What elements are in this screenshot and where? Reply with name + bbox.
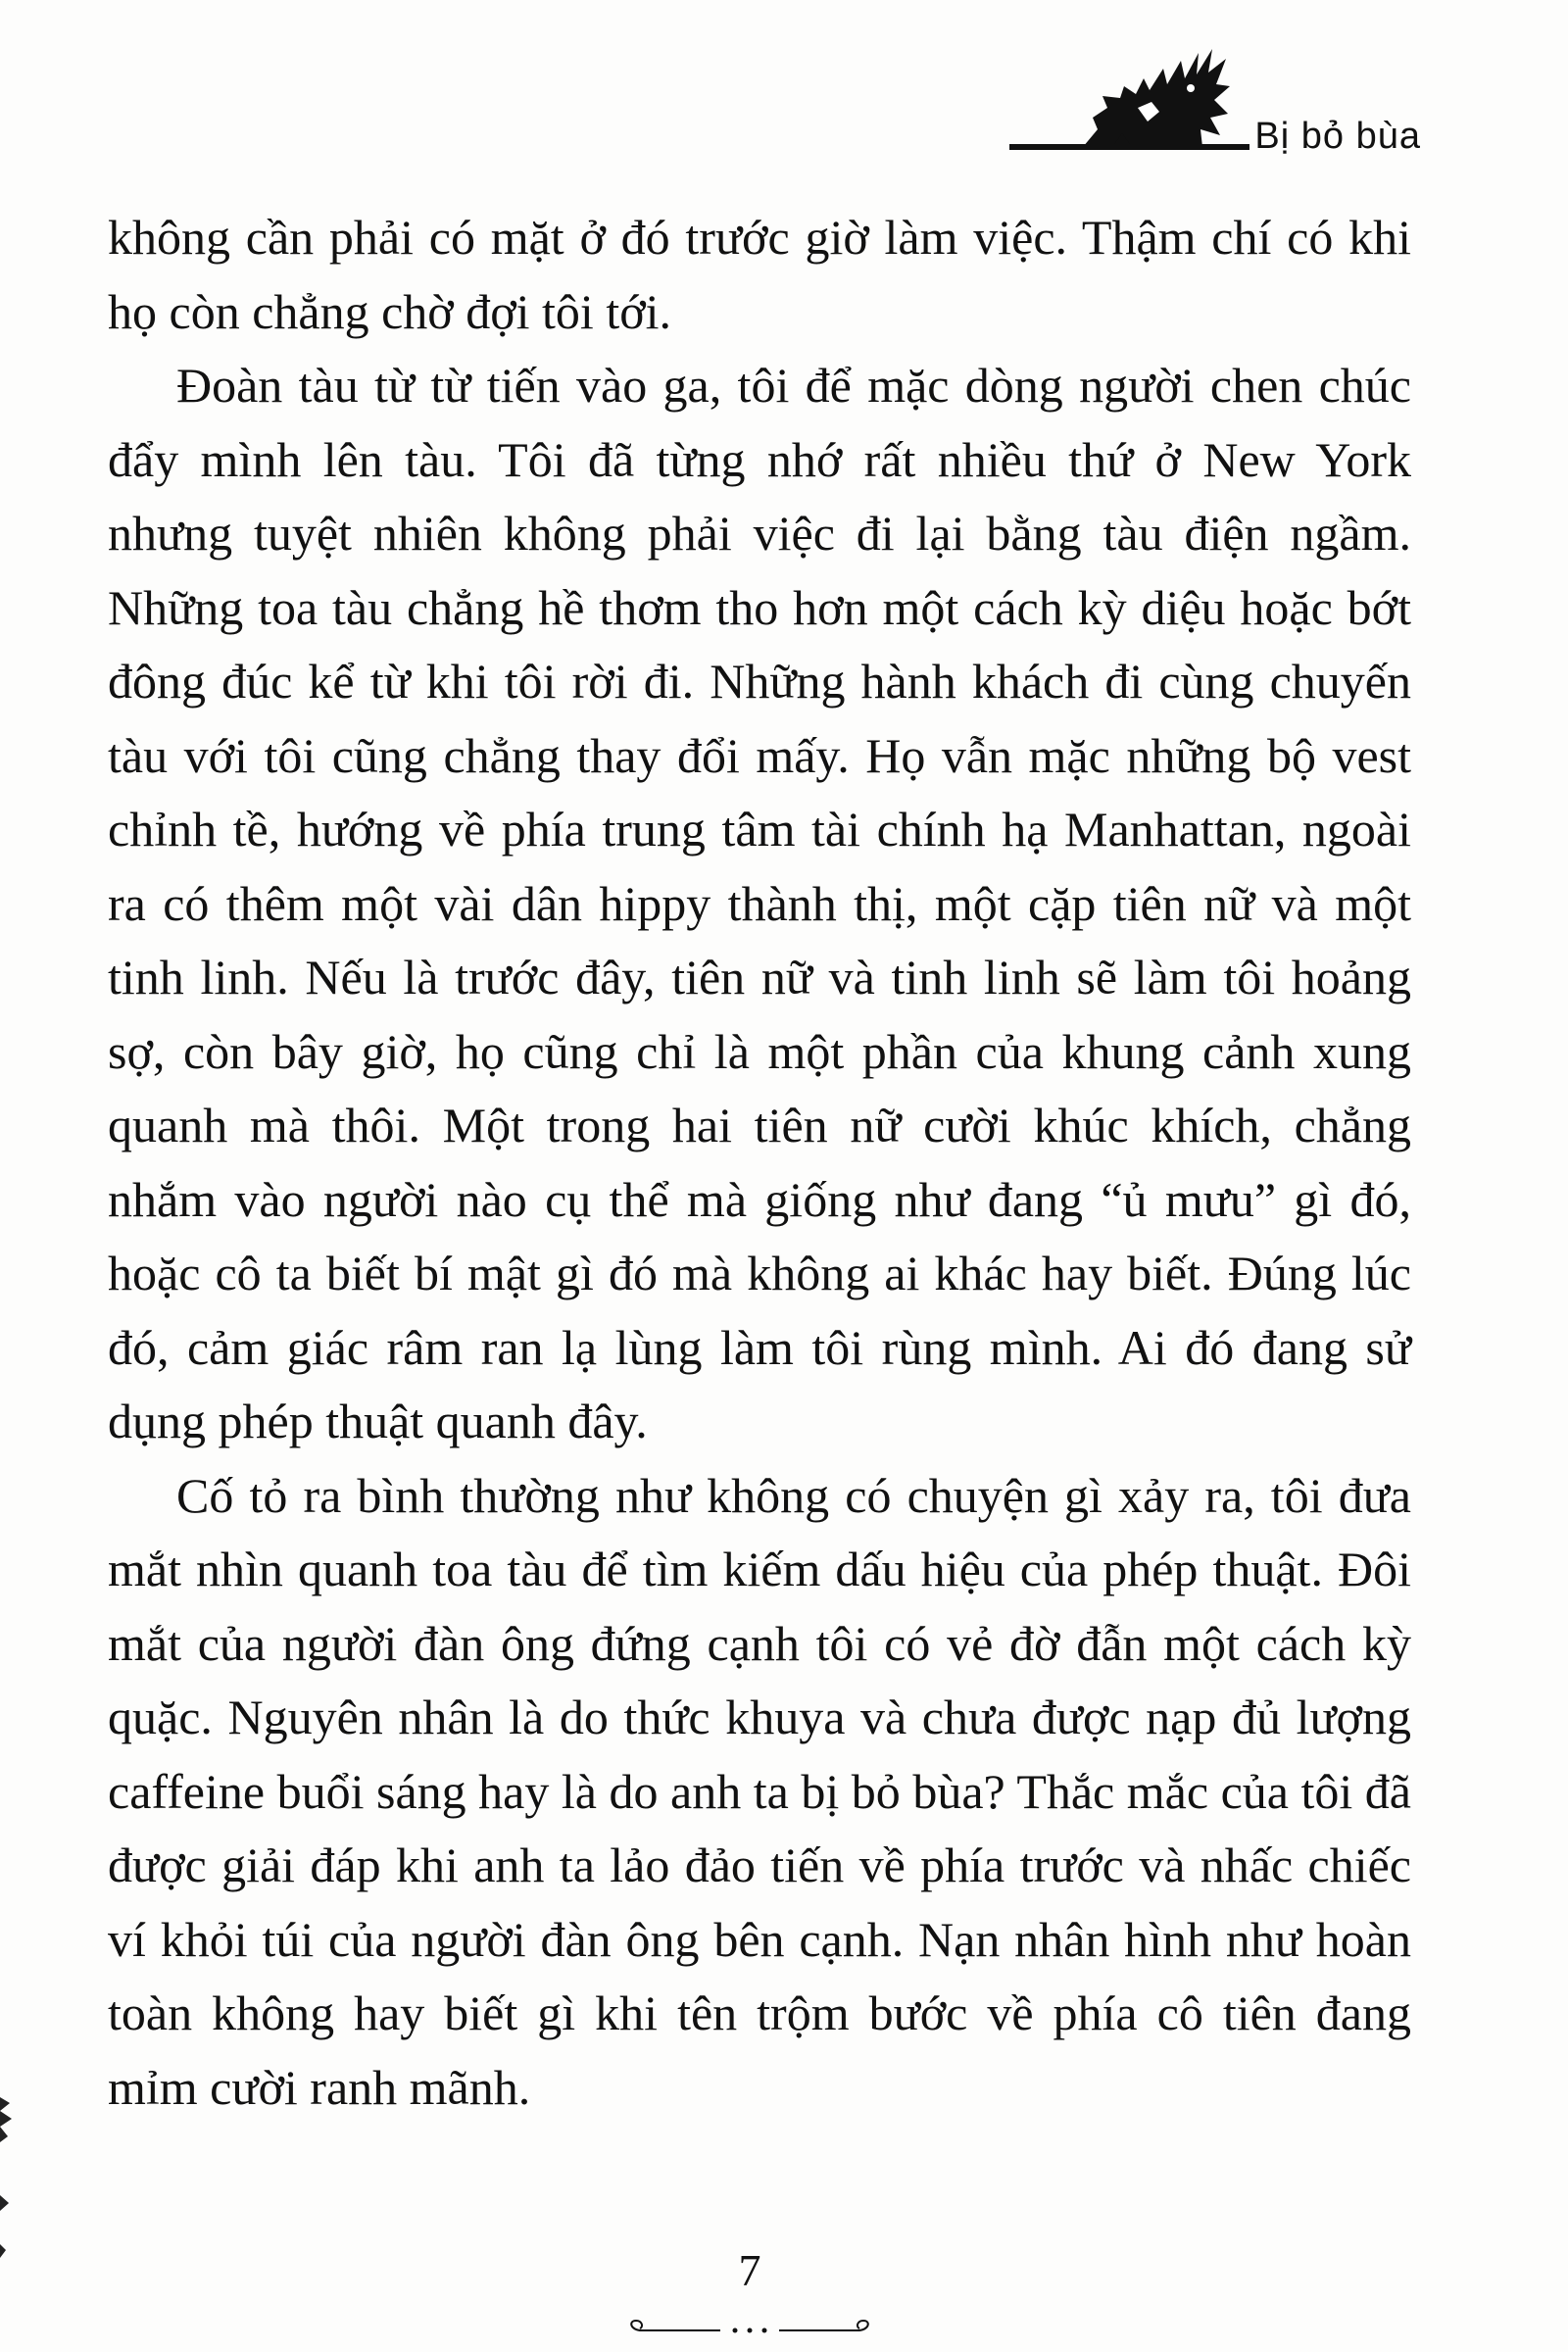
folio-ornament-icon bbox=[622, 2313, 877, 2348]
header-rule bbox=[1009, 144, 1250, 150]
page-number: 7 bbox=[738, 2245, 761, 2295]
folio bbox=[0, 2244, 1568, 2296]
running-header bbox=[1009, 39, 1421, 167]
paragraph-continued: không cần phải có mặt ở đó trước giờ làm việc. Thậm chí có khi họ còn chẳng chờ đợi tôi tới. bbox=[108, 210, 1411, 339]
body-text bbox=[108, 201, 1411, 2125]
running-title: Bị bỏ bùa bbox=[1254, 116, 1421, 157]
paragraph: Đoàn tàu từ từ tiến vào ga, tôi để mặc dòng người chen chúc đẩy mình lên tàu. Tôi đã từng nhớ rất nhiều thứ ở New York nhưng tuyệt nhiên không phải việc đi lại bằng tàu điện ngầm. Những toa tàu chẳng hề thơm tho hơn một cách kỳ diệu hoặc bớt đông đúc kể từ khi tôi rời đi. Những hành khách đi cùng chuyến tàu với tôi cũng chẳng thay đổi mấy. Họ vẫn mặc những bộ vest chỉnh tề, hướng về phía trung tâm tài chính hạ Manhattan, ngoài ra có thêm một vài dân hippy thành thị, một cặp tiên nữ và một tinh linh. Nếu là trước đây, tiên nữ và tinh linh sẽ làm tôi hoảng sợ, còn bây giờ, họ cũng chỉ là một phần của khung cảnh xung quanh mà thôi. Một trong hai tiên nữ cười khúc khích, chẳng nhắm vào người nào cụ thể mà giống như đang “ủ mưu” gì đó, hoặc cô ta biết bí mật gì đó mà không ai khác hay biết. Đúng lúc đó, cảm giác râm ran lạ lùng làm tôi rùng mình. Ai đó đang sử dụng phép thuật quanh đây. bbox=[108, 358, 1411, 1448]
dragon-emblem-icon bbox=[1054, 39, 1250, 155]
scan-edge-marks bbox=[0, 2078, 20, 2274]
paragraph: Cố tỏ ra bình thường như không có chuyện gì xảy ra, tôi đưa mắt nhìn quanh toa tàu để tìm kiếm dấu hiệu của phép thuật. Đôi mắt của người đàn ông đứng cạnh tôi có vẻ đờ đẫn một cách kỳ quặc. Nguyên nhân là do thức khuya và chưa được nạp đủ lượng caffeine buổi sáng hay là do anh ta bị bỏ bùa? Thắc mắc của tôi đã được giải đáp khi anh ta lảo đảo tiến về phía trước và nhấc chiếc ví khỏi túi của người đàn ông bên cạnh. Nạn nhân hình như hoàn toàn không hay biết gì khi tên trộm bước về phía cô tiên đang mỉm cười ranh mãnh. bbox=[108, 1467, 1411, 2115]
